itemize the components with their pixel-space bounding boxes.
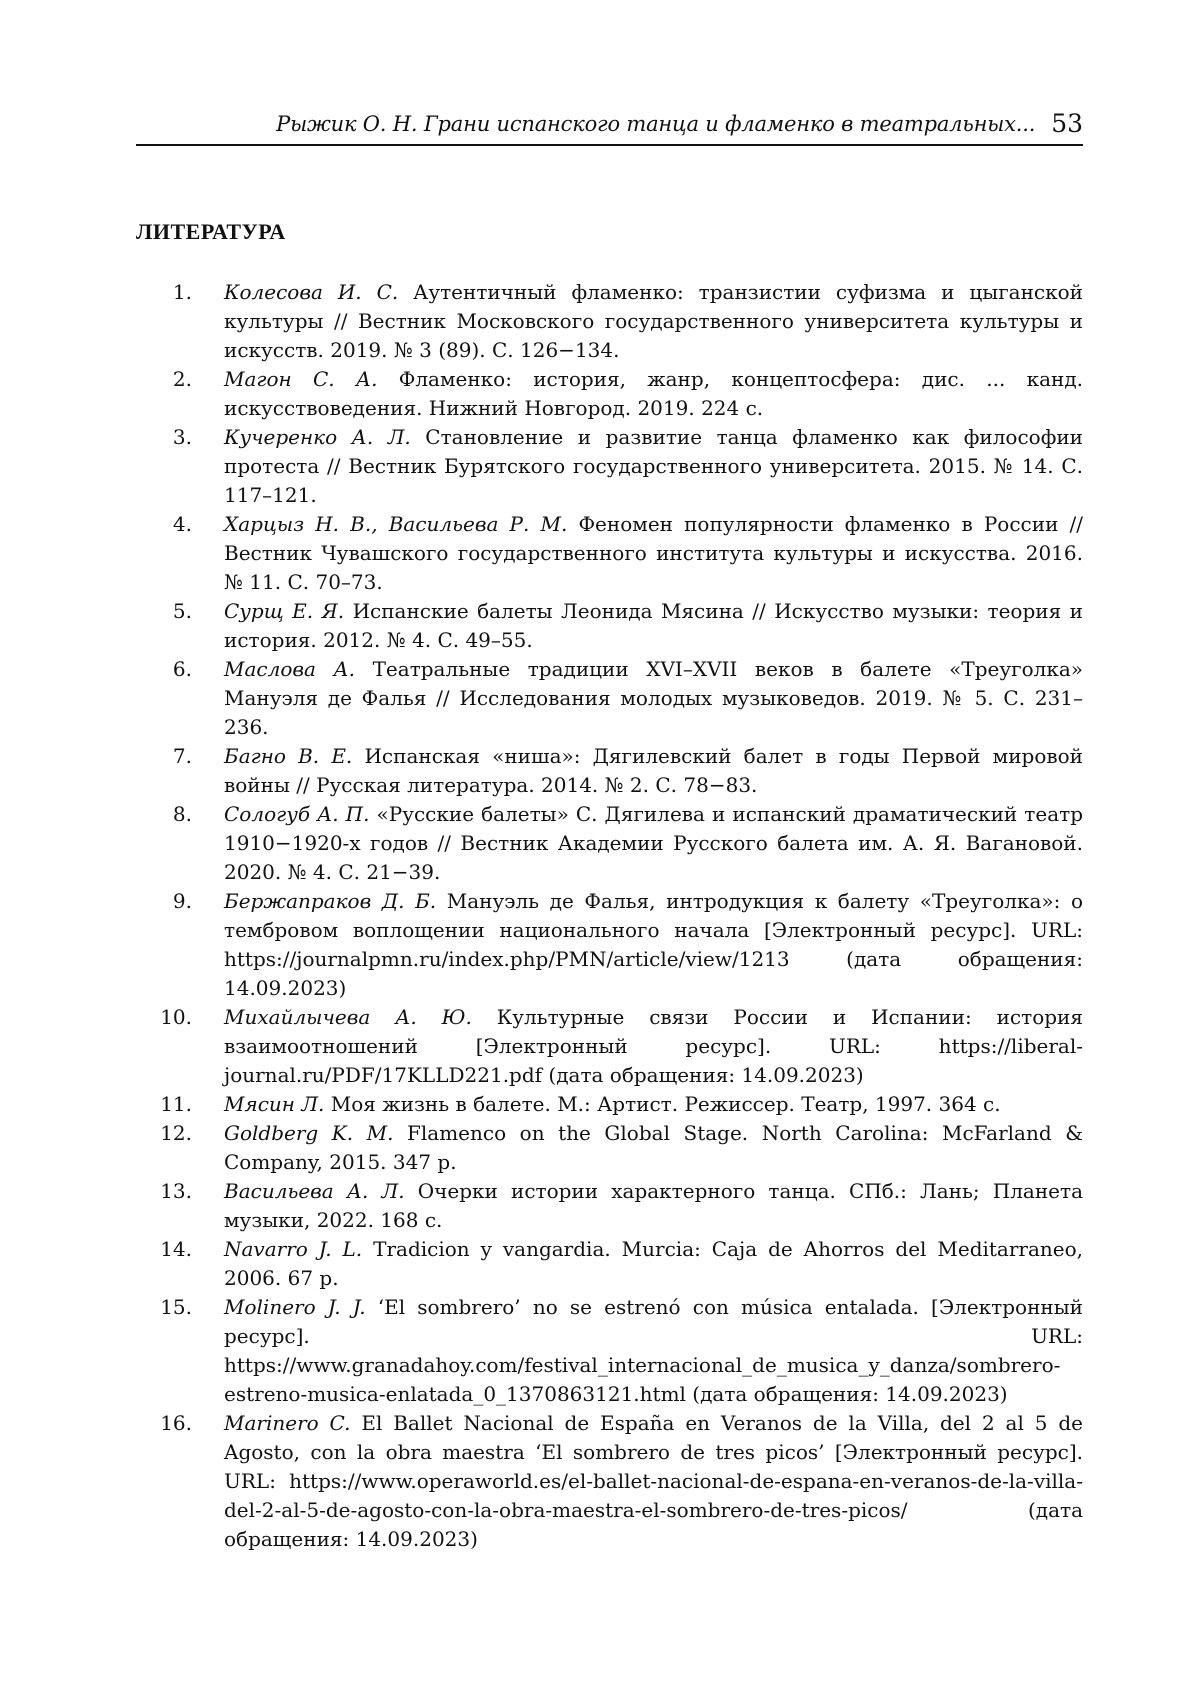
page-number: 53	[1051, 109, 1083, 138]
reference-author: Магон С. А.	[224, 367, 378, 391]
reference-number: 6.	[172, 657, 192, 681]
running-header	[136, 108, 1083, 146]
reference-item	[140, 742, 1083, 800]
reference-number: 16.	[160, 1411, 192, 1435]
reference-text: Испанская «ниша»: Дягилевский балет в годы Первой мировой войны // Русская литература. 2014. № 2. С. 78−83.	[224, 744, 1083, 797]
reference-body	[224, 1293, 1083, 1409]
reference-author: Маслова А.	[224, 657, 356, 681]
reference-text: Становление и развитие танца фламенко как философии протеста // Вестник Бурятского государственного университета. 2015. № 14. С. 117–121.	[224, 425, 1084, 507]
reference-body	[224, 365, 1083, 423]
reference-author: Navarro J. L.	[224, 1237, 363, 1261]
reference-body	[224, 655, 1083, 742]
running-header-title: Рыжик О. Н. Грани испанского танца и фламенко в театральных...	[276, 112, 1036, 136]
reference-text: «Русские балеты» С. Дягилева и испанский драматический театр 1910−1920-х годов // Вестник Академии Русского балета им. А. Я. Вагановой. 2020. № 4. С. 21−39.	[224, 802, 1083, 884]
reference-author: Сологуб А. П.	[224, 802, 370, 826]
reference-number: 8.	[172, 802, 192, 826]
reference-item	[140, 1119, 1083, 1177]
reference-item	[140, 1409, 1083, 1554]
reference-number: 4.	[172, 512, 192, 536]
reference-text: Фламенко: история, жанр, концептосфера: дис. ... канд. искусствоведения. Нижний Новгород. 2019. 224 с.	[224, 367, 1084, 420]
reference-text: Мануэль де Фалья, интродукция к балету «Треуголка»: о тембровом воплощении национального начала [Электронный ресурс]. URL: https://journalpmn.ru/index.php/PMN/article/view/1213 (дата обращения: 14.09.2023)	[224, 889, 1084, 1000]
reference-text: Испанские балеты Леонида Мясина // Искусство музыки: теория и история. 2012. № 4. С. 49–55.	[224, 599, 1083, 652]
reference-number: 11.	[160, 1092, 192, 1116]
reference-text: Моя жизнь в балете. М.: Артист. Режиссер. Театр, 1997. 364 с.	[330, 1092, 1001, 1116]
reference-author: Мясин Л.	[224, 1092, 325, 1116]
reference-author: Михайлычева А. Ю.	[224, 1005, 472, 1029]
reference-author: Васильева А. Л.	[224, 1179, 405, 1203]
reference-text: Очерки истории характерного танца. СПб.: Лань; Планета музыки, 2022. 168 с.	[224, 1179, 1084, 1232]
reference-body	[224, 1119, 1083, 1177]
reference-item	[140, 1177, 1083, 1235]
reference-body	[224, 1003, 1083, 1090]
reference-author: Багно В. Е.	[224, 744, 353, 768]
reference-list	[140, 278, 1083, 1554]
reference-item	[140, 1293, 1083, 1409]
reference-body	[224, 597, 1083, 655]
reference-author: Колесова И. С.	[224, 280, 399, 304]
reference-author: Харцыз Н. В., Васильева Р. М.	[224, 512, 568, 536]
reference-text: Культурные связи России и Испании: история взаимоотношений [Электронный ресурс]. URL: https://liberal-journal.ru/PDF/17KLLD221.pdf (дата обращения: 14.09.2023)	[224, 1005, 1083, 1087]
reference-item	[140, 1235, 1083, 1293]
reference-author: Molinero J. J.	[224, 1295, 366, 1319]
reference-text: Tradicion y vangardia. Murcia: Caja de Ahorros del Meditarraneo, 2006. 67 p.	[224, 1237, 1084, 1290]
reference-number: 15.	[160, 1295, 192, 1319]
reference-number: 13.	[160, 1179, 192, 1203]
reference-body	[224, 800, 1083, 887]
reference-text: Аутентичный фламенко: транзистии суфизма и цыганской культуры // Вестник Московского государственного университета культуры и искусств. 2019. № 3 (89). С. 126−134.	[224, 280, 1084, 362]
reference-text: Театральные традиции XVI–XVII веков в балете «Треуголка» Мануэля де Фалья // Исследования молодых музыковедов. 2019. № 5. С. 231–236.	[224, 657, 1083, 739]
reference-number: 10.	[160, 1005, 192, 1029]
reference-body	[224, 1409, 1083, 1554]
reference-body	[224, 278, 1083, 365]
reference-item	[140, 597, 1083, 655]
reference-text: Феномен популярности фламенко в России // Вестник Чувашского государственного института культуры и искусства. 2016. № 11. С. 70–73.	[224, 512, 1083, 594]
reference-author: Бержапраков Д. Б.	[224, 889, 437, 913]
reference-item	[140, 1003, 1083, 1090]
reference-body	[224, 742, 1083, 800]
reference-author: Goldberg K. M.	[224, 1121, 394, 1145]
reference-author: Кучеренко А. Л.	[224, 425, 411, 449]
reference-text: Flamenco on the Global Stage. North Carolina: McFarland & Company, 2015. 347 p.	[224, 1121, 1084, 1174]
reference-body	[224, 1235, 1083, 1293]
reference-item	[140, 423, 1083, 510]
reference-number: 3.	[172, 425, 192, 449]
reference-number: 2.	[172, 367, 192, 391]
reference-number: 1.	[172, 280, 192, 304]
reference-body	[224, 423, 1083, 510]
reference-number: 9.	[172, 889, 192, 913]
reference-item	[140, 278, 1083, 365]
reference-item	[140, 887, 1083, 1003]
reference-item	[140, 800, 1083, 887]
reference-body	[224, 887, 1083, 1003]
reference-item	[140, 365, 1083, 423]
reference-number: 14.	[160, 1237, 192, 1261]
reference-number: 12.	[160, 1121, 192, 1145]
reference-number: 5.	[172, 599, 192, 623]
reference-number: 7.	[172, 744, 192, 768]
reference-author: Marinero C.	[224, 1411, 351, 1435]
reference-text: El Ballet Nacional de España en Veranos de la Villa, del 2 al 5 de Agosto, con la obra maestra ‘El sombrero de tres picos’ [Электронный ресурс]. URL: https://www.operaworld.es/el-ballet-nacional-de-espana-en-veranos-de-la-villa-del-2-al-5-de-agosto-con-la-obra-maestra-el-sombrero-de-tres-picos/ (дата обращения: 14.09.2023)	[224, 1411, 1083, 1551]
reference-body	[224, 1177, 1083, 1235]
reference-item	[140, 510, 1083, 597]
reference-body	[224, 1090, 1083, 1119]
reference-author: Сурщ Е. Я.	[224, 599, 345, 623]
reference-item	[140, 655, 1083, 742]
reference-item	[140, 1090, 1083, 1119]
reference-text: ‘El sombrero’ no se estrenó con música entalada. [Электронный ресурс]. URL: https://www.granadahoy.com/festival_internacional_de_musica_y_danza/sombrero-estreno-musica-enlatada_0_1370863121.html (дата обращения: 14.09.2023)	[224, 1295, 1083, 1406]
reference-body	[224, 510, 1083, 597]
section-title: ЛИТЕРАТУРА	[136, 219, 286, 244]
